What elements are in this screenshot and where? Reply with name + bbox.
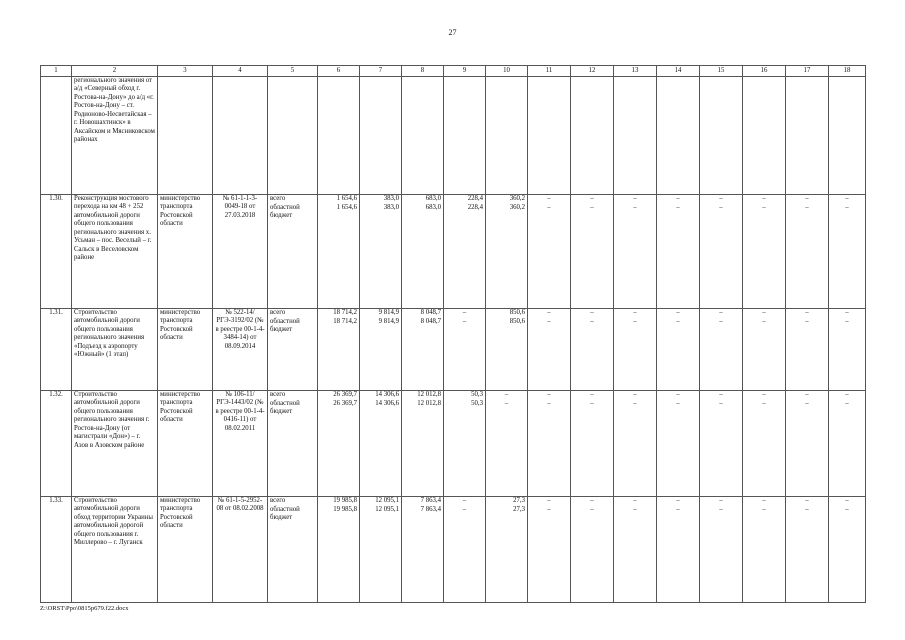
funding-source	[268, 77, 318, 195]
amount: 12 012,8	[417, 400, 441, 407]
column-number: 14	[657, 66, 700, 77]
source-label: областной бюджет	[270, 204, 300, 220]
amount: 850,6	[509, 309, 525, 316]
responsible-org: министерство транспорта Ростовской области	[158, 497, 213, 603]
value-col-11	[528, 391, 571, 497]
value-col-12	[571, 309, 614, 391]
item-name: Строительство автомобильной дороги обход территории Украины автомобильной дорогой общего пользования г. Миллерово – г. Луганск	[72, 497, 158, 603]
value-col-15	[700, 497, 743, 603]
amount: –	[805, 506, 809, 513]
amount: –	[762, 391, 766, 398]
value-col-17	[786, 391, 829, 497]
expertise-doc: № 61-1-1-3-0049-18 от 27.03.2018	[213, 195, 268, 309]
amount: –	[676, 195, 680, 202]
responsible-org: министерство транспорта Ростовской области	[158, 391, 213, 497]
value-col-14	[657, 195, 700, 309]
amount: 14 306,6	[375, 400, 399, 407]
amount: 228,4	[467, 195, 483, 202]
value-col-17	[786, 497, 829, 603]
item-name: Строительство автомобильной дороги общего пользования регионального значения г. Ростов-на-Дону (от магистрали «Дон») – г. Азов в Азовском районе	[72, 391, 158, 497]
amount: –	[676, 309, 680, 316]
amount: –	[633, 204, 637, 211]
amount: –	[547, 391, 551, 398]
amount: –	[590, 506, 594, 513]
table-row	[41, 497, 866, 603]
amount: –	[845, 497, 849, 504]
amount: –	[676, 497, 680, 504]
amount: –	[462, 506, 467, 513]
value-c8	[402, 497, 444, 603]
value-col-11	[528, 195, 571, 309]
amount: –	[676, 204, 680, 211]
value-c6	[318, 195, 360, 309]
amount: –	[676, 400, 680, 407]
source-label: всего	[270, 497, 286, 504]
amount: –	[719, 400, 723, 407]
amount: 383,0	[383, 195, 399, 202]
amount: –	[719, 195, 723, 202]
amount: –	[676, 506, 680, 513]
value-c7	[360, 77, 402, 195]
amount: 19 985,8	[333, 506, 357, 513]
amount: 18 714,2	[333, 318, 357, 325]
amount: –	[805, 400, 809, 407]
value-col-18	[829, 309, 866, 391]
column-number: 11	[528, 66, 571, 77]
item-number: 1.32.	[41, 391, 72, 497]
amount: –	[845, 400, 849, 407]
value-col-12	[571, 77, 614, 195]
value-c6	[318, 497, 360, 603]
value-col-13	[614, 497, 657, 603]
value-col-13	[614, 77, 657, 195]
column-number: 12	[571, 66, 614, 77]
value-c6	[318, 391, 360, 497]
responsible-org	[158, 77, 213, 195]
amount: –	[590, 204, 594, 211]
column-number-row	[41, 66, 866, 77]
item-name: регионального значения от а/д «Северный обход г. Ростова-на-Дону» до а/д «г. Ростов-на-Дону – ст. Родионово-Несветайская – г. Новошахтинск» в Аксайском и Мясниковском районах	[72, 77, 158, 195]
funding-source	[268, 497, 318, 603]
value-col-14	[657, 77, 700, 195]
value-col-17	[786, 309, 829, 391]
value-c8	[402, 391, 444, 497]
amount: –	[547, 204, 551, 211]
funding-source	[268, 309, 318, 391]
value-col-16	[743, 309, 786, 391]
amount: –	[805, 195, 809, 202]
page-number: 27	[448, 28, 457, 37]
amount: –	[762, 204, 766, 211]
table-row	[41, 77, 866, 195]
funding-source	[268, 195, 318, 309]
value-col-18	[829, 391, 866, 497]
expertise-doc: № 61-1-5-2952-08 от 08.02.2008	[213, 497, 268, 603]
value-c10	[486, 497, 528, 603]
item-number	[41, 77, 72, 195]
value-c10	[486, 309, 528, 391]
column-number: 3	[158, 66, 213, 77]
amount: –	[845, 195, 849, 202]
amount: 12 012,8	[417, 391, 441, 398]
amount: 683,0	[425, 195, 441, 202]
column-number: 18	[829, 66, 866, 77]
amount: 8 048,7	[420, 318, 441, 325]
amount: –	[845, 506, 849, 513]
value-col-14	[657, 497, 700, 603]
value-c7	[360, 195, 402, 309]
amount: 27,3	[513, 506, 525, 513]
amount: 8 048,7	[420, 309, 441, 316]
source-label: всего	[270, 391, 286, 398]
item-number: 1.30.	[41, 195, 72, 309]
amount: 1 654,6	[336, 195, 357, 202]
item-name: Строительство автомобильной дороги общего пользования регионального значения «Подъезд к аэропорту «Южный» (1 этап)	[72, 309, 158, 391]
amount: 9 814,9	[378, 309, 399, 316]
amount: –	[590, 195, 594, 202]
responsible-org: министерство транспорта Ростовской области	[158, 309, 213, 391]
column-number: 6	[318, 66, 360, 77]
amount: –	[845, 318, 849, 325]
value-c10	[486, 195, 528, 309]
amount: –	[719, 391, 723, 398]
source-label: всего	[270, 309, 286, 316]
amount: 850,6	[509, 318, 525, 325]
column-number: 8	[402, 66, 444, 77]
amount: 12 095,1	[375, 497, 399, 504]
amount: –	[762, 309, 766, 316]
value-col-18	[829, 195, 866, 309]
value-c8	[402, 309, 444, 391]
value-col-16	[743, 195, 786, 309]
amount: 14 306,6	[375, 391, 399, 398]
amount: –	[462, 497, 467, 504]
amount: –	[590, 391, 594, 398]
value-col-16	[743, 77, 786, 195]
amount: 50,3	[471, 391, 483, 398]
amount: –	[547, 400, 551, 407]
table-row	[41, 309, 866, 391]
value-col-15	[700, 195, 743, 309]
amount: 27,3	[513, 497, 525, 504]
source-label: всего	[270, 195, 286, 202]
amount: –	[719, 204, 723, 211]
amount: –	[504, 391, 509, 398]
value-col-11	[528, 497, 571, 603]
amount: 1 654,6	[336, 204, 357, 211]
amount: –	[762, 400, 766, 407]
amount: –	[805, 391, 809, 398]
value-col-13	[614, 195, 657, 309]
amount: –	[719, 309, 723, 316]
amount: 12 095,1	[375, 506, 399, 513]
item-name: Реконструкция мостового перехода на км 48 + 252 автомобильной дороги общего пользования регионального значения х. Усьман – пос. Веселый – г. Сальск в Веселовском районе	[72, 195, 158, 309]
column-number: 7	[360, 66, 402, 77]
source-label: областной бюджет	[270, 506, 300, 522]
column-number: 1	[41, 66, 72, 77]
funding-source	[268, 391, 318, 497]
value-c9	[444, 309, 486, 391]
amount: 7 863,4	[420, 497, 441, 504]
value-col-11	[528, 77, 571, 195]
amount: –	[805, 204, 809, 211]
column-number: 13	[614, 66, 657, 77]
value-c9	[444, 391, 486, 497]
amount: –	[504, 400, 509, 407]
value-col-13	[614, 309, 657, 391]
value-col-16	[743, 497, 786, 603]
column-number: 10	[486, 66, 528, 77]
value-col-16	[743, 391, 786, 497]
amount: 18 714,2	[333, 309, 357, 316]
value-c6	[318, 309, 360, 391]
value-col-14	[657, 309, 700, 391]
value-col-15	[700, 309, 743, 391]
expertise-doc: № 106-11/РГЭ-1443/02 (№ в реестре 00-1-4-0416-11) от 08.02.2011	[213, 391, 268, 497]
value-col-18	[829, 77, 866, 195]
table-row	[41, 195, 866, 309]
value-col-14	[657, 391, 700, 497]
amount: 360,2	[509, 195, 525, 202]
program-table	[40, 65, 866, 603]
amount: 360,2	[509, 204, 525, 211]
amount: –	[762, 195, 766, 202]
responsible-org: министерство транспорта Ростовской области	[158, 195, 213, 309]
value-col-18	[829, 497, 866, 603]
column-number: 2	[72, 66, 158, 77]
item-number: 1.33.	[41, 497, 72, 603]
value-c8	[402, 77, 444, 195]
column-number: 9	[444, 66, 486, 77]
amount: –	[805, 318, 809, 325]
value-col-13	[614, 391, 657, 497]
value-col-15	[700, 77, 743, 195]
column-number: 17	[786, 66, 829, 77]
amount: –	[805, 497, 809, 504]
value-c9	[444, 497, 486, 603]
value-col-12	[571, 497, 614, 603]
amount: 26 369,7	[333, 391, 357, 398]
amount: –	[805, 309, 809, 316]
amount: 19 985,8	[333, 497, 357, 504]
item-number: 1.31.	[41, 309, 72, 391]
amount: –	[590, 318, 594, 325]
amount: –	[633, 309, 637, 316]
amount: 383,0	[383, 204, 399, 211]
value-c7	[360, 497, 402, 603]
value-col-12	[571, 391, 614, 497]
file-path-footer: Z:\ORST\Ppo\0815p679.f22.docx	[40, 605, 129, 612]
value-col-11	[528, 309, 571, 391]
amount: –	[845, 204, 849, 211]
amount: 683,0	[425, 204, 441, 211]
amount: –	[590, 400, 594, 407]
amount: –	[676, 391, 680, 398]
amount: –	[762, 506, 766, 513]
amount: –	[590, 497, 594, 504]
amount: 228,4	[467, 204, 483, 211]
amount: –	[719, 497, 723, 504]
value-col-17	[786, 77, 829, 195]
amount: –	[633, 391, 637, 398]
amount: –	[547, 497, 551, 504]
value-c9	[444, 195, 486, 309]
value-c7	[360, 391, 402, 497]
amount: –	[633, 195, 637, 202]
column-number: 15	[700, 66, 743, 77]
amount: –	[547, 195, 551, 202]
source-label: областной бюджет	[270, 318, 300, 334]
amount: –	[845, 391, 849, 398]
amount: –	[633, 506, 637, 513]
column-number: 4	[213, 66, 268, 77]
expertise-doc	[213, 77, 268, 195]
amount: –	[547, 318, 551, 325]
value-col-17	[786, 195, 829, 309]
amount: 50,3	[471, 400, 483, 407]
value-col-12	[571, 195, 614, 309]
column-number: 16	[743, 66, 786, 77]
amount: –	[719, 506, 723, 513]
amount: –	[462, 309, 467, 316]
amount: –	[676, 318, 680, 325]
amount: –	[462, 318, 467, 325]
value-c7	[360, 309, 402, 391]
value-c10	[486, 77, 528, 195]
value-c9	[444, 77, 486, 195]
source-label: областной бюджет	[270, 400, 300, 416]
value-c6	[318, 77, 360, 195]
amount: –	[547, 309, 551, 316]
amount: –	[762, 318, 766, 325]
value-col-15	[700, 391, 743, 497]
amount: –	[719, 318, 723, 325]
amount: –	[762, 497, 766, 504]
amount: –	[633, 318, 637, 325]
column-number: 5	[268, 66, 318, 77]
amount: –	[845, 309, 849, 316]
amount: 9 814,9	[378, 318, 399, 325]
value-c10	[486, 391, 528, 497]
amount: –	[633, 497, 637, 504]
amount: 26 369,7	[333, 400, 357, 407]
amount: –	[590, 309, 594, 316]
amount: –	[633, 400, 637, 407]
table-row	[41, 391, 866, 497]
amount: 7 863,4	[420, 506, 441, 513]
value-c8	[402, 195, 444, 309]
amount: –	[547, 506, 551, 513]
expertise-doc: № 522-14/РГЭ-3192/02 (№ в реестре 00-1-4-3484-14) от 08.09.2014	[213, 309, 268, 391]
